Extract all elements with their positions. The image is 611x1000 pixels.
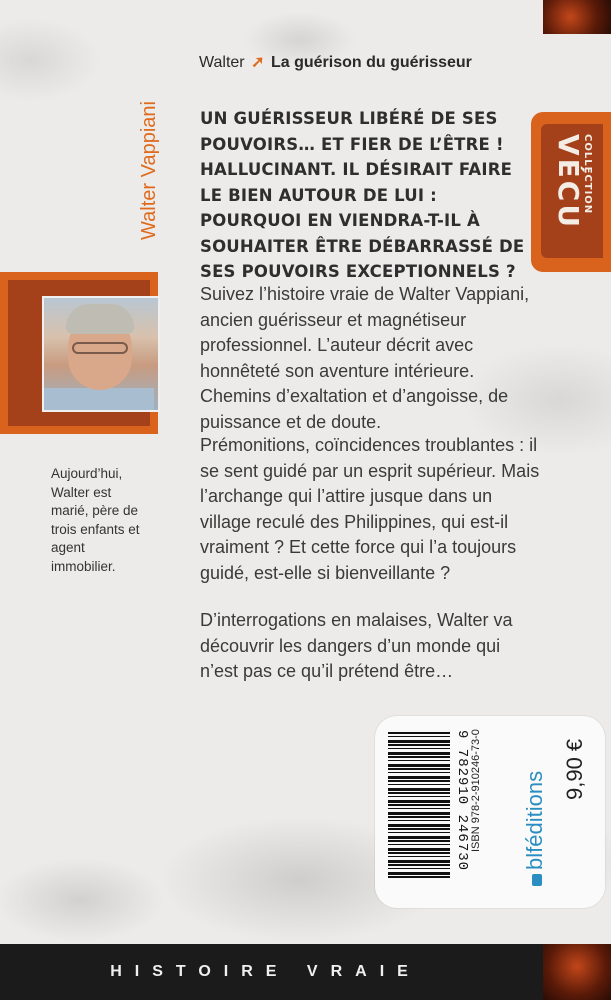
price: 9,90 € [562, 738, 587, 800]
collection-label: COLLECTION [582, 134, 593, 215]
tagline: UN GUÉRISSEUR LIBÉRÉ DE SES POUVOIRS… ET FIER DE L’ÊTRE ! HALLUCINANT. IL DÉSIRAIT FAIRE LE BIEN AUTOUR DE LUI : POURQUOI EN VIENDRA-T-IL À SOUHAITER ÊTRE DÉBARRASSÉ DE SES POUVOIRS EXCEPTIONNELS ? [200, 109, 525, 281]
footer-label: HISTOIRE VRAIE [110, 963, 421, 980]
book-header [199, 52, 472, 72]
book-title: La guérison du guérisseur [270, 54, 472, 71]
paragraph-1: Suivez l’histoire vraie de Walter Vappiani, ancien guérisseur et magnétiseur professionnel. L’auteur décrit avec honnêteté son aventure intérieure. Chemins d’exaltation et d’angoisse, de puissance et de doute. [200, 284, 530, 432]
fire-image-bottom [543, 944, 611, 1000]
barcode-digits: 9 782910 246730 [454, 730, 470, 872]
photo-hair [66, 304, 134, 334]
collection-badge [531, 112, 611, 272]
isbn-text: ISBN 978-2-910246-73-0 [470, 729, 482, 852]
collection-badge-text [554, 134, 593, 230]
collection-name: VÉCU [552, 134, 585, 231]
paragraph-2: Prémonitions, coïncidences troublantes : il se sent guidé par un esprit supérieur. Mais l’archange qui l’attire jusque dans un village reculé des Philippines, qui est-il vraiment ? Et cette force qui l’a toujours guidé, est-elle si bienveillante ? [200, 435, 540, 583]
footer-band [0, 944, 611, 1000]
publisher-logo [522, 771, 548, 886]
publisher-mark-icon [532, 874, 542, 886]
photo-glasses [72, 342, 128, 354]
author-photo [42, 296, 160, 412]
fire-image-top [543, 0, 611, 34]
barcode-icon [388, 732, 450, 880]
author-name-vertical: Walter Vappiani [138, 101, 160, 240]
author-bio: Aujourd’hui, Walter est marié, père de trois enfants et agent immobilier. [51, 466, 140, 574]
paragraph-3: D’interrogations en malaises, Walter va découvrir les dangers d’un monde qui n’est pas ce qu’il prétend être… [200, 610, 513, 681]
arrow-icon: ➚ [251, 54, 265, 71]
publisher-name: blféditions [522, 770, 547, 870]
photo-shirt [44, 388, 154, 410]
header-author: Walter [199, 54, 245, 71]
